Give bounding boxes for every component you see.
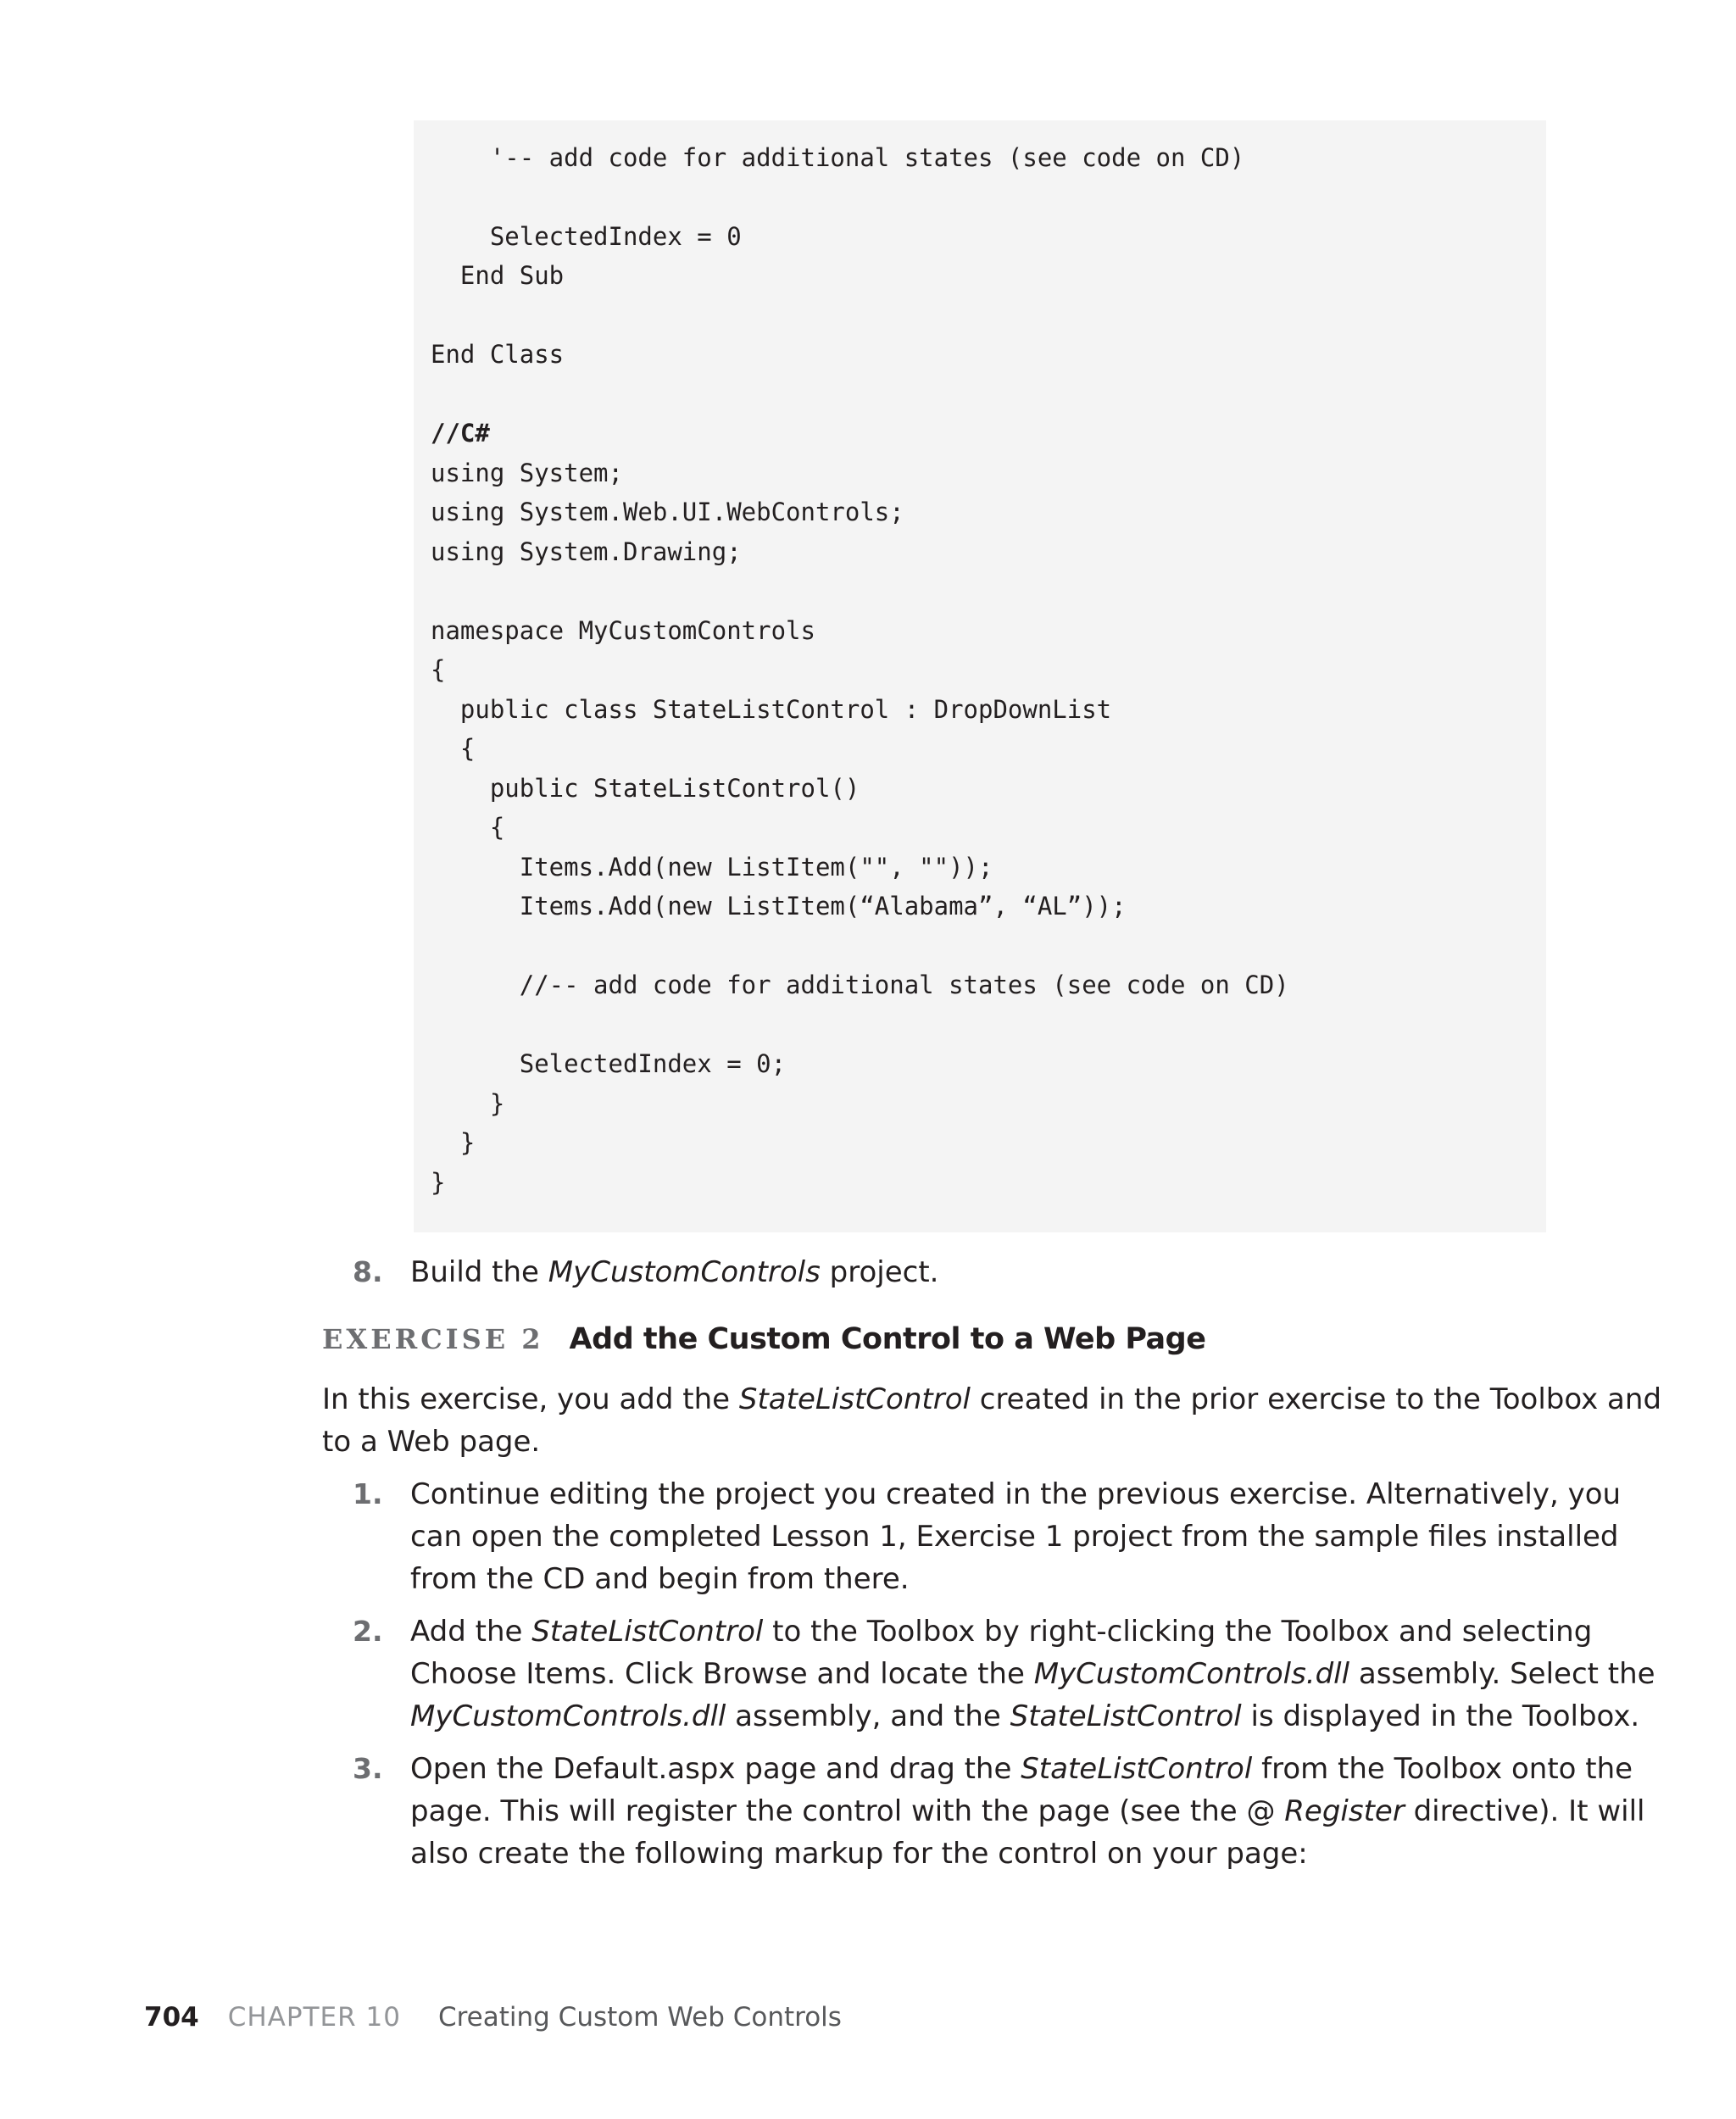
code-line: namespace MyCustomControls [431,616,815,645]
step-3-line [410,1790,1644,1833]
code-line: public StateListControl() [431,774,860,803]
intro-paragraph-line [322,1378,1661,1421]
step-text-part: project. [820,1255,939,1289]
step-text-part: assembly. Select the [1349,1657,1655,1691]
intro-italic: StateListControl [738,1382,971,1416]
code-line: Items.Add(new ListItem("", "")); [431,853,993,882]
step-text-part: from the Toolbox onto the [1252,1752,1633,1786]
code-line: public class StateListControl : DropDownList [431,695,1112,724]
exercise-label: EXERCISE 2 [322,1323,544,1355]
intro-paragraph-line: to a Web page. [322,1425,541,1459]
step-text-italic: StateListControl [1010,1699,1242,1733]
step-text-part: is displayed in the Toolbox. [1241,1699,1640,1733]
step-text-part: Build the [410,1255,548,1289]
code-line: '-- add code for additional states (see code on CD) [431,143,1245,172]
step-1-line: Continue editing the project you created in the previous exercise. Alternatively, you [410,1477,1622,1511]
step-number: 8. [353,1255,383,1288]
step-1-line: from the CD and begin from there. [410,1562,910,1596]
code-line: //-- add code for additional states (see code on CD) [431,971,1289,999]
exercise-title: Add the Custom Control to a Web Page [569,1322,1206,1356]
step-2-line [410,1653,1655,1695]
step-text [410,1251,938,1293]
code-line: } [431,1168,446,1197]
code-line: } [431,1089,505,1118]
step-2-line [410,1610,1592,1653]
step-text-part: Choose Items. Click Browse and locate the [410,1657,1034,1691]
code-line: End Class [431,340,565,369]
step-text-part: to the Toolbox by right-clicking the Toolbox and selecting [763,1615,1593,1649]
step-text-part: page. This will register the control with the page (see the @ [410,1794,1285,1828]
exercise-heading [322,1322,1205,1365]
step-2-line [410,1695,1639,1738]
step-text-part: assembly, and the [726,1699,1010,1733]
code-line: } [431,1128,476,1157]
step-text-italic: StateListControl [1021,1752,1253,1786]
intro-text: In this exercise, you add the [322,1382,739,1416]
code-line: Items.Add(new ListItem(“Alabama”, “AL”)); [431,892,1127,920]
code-line: SelectedIndex = 0; [431,1049,787,1078]
page-number: 704 [144,2002,199,2033]
code-language-comment: //C# [431,419,490,448]
step-3-line [410,1748,1633,1790]
step-number: 2. [353,1615,383,1648]
code-line: { [431,813,505,842]
step-number: 1. [353,1477,383,1510]
code-line: using System.Web.UI.WebControls; [431,498,904,526]
intro-text: created in the prior exercise to the Toolbox and [970,1382,1662,1416]
footer-chapter-title: Creating Custom Web Controls [437,2002,842,2033]
code-line: End Sub [431,261,565,290]
code-line: using System.Drawing; [431,537,742,566]
page-footer [144,1999,842,2036]
step-text-part: directive). It will [1404,1794,1645,1828]
step-text-italic: StateListControl [531,1615,764,1649]
footer-chapter: CHAPTER 10 [227,2002,401,2033]
step-1-line: can open the completed Lesson 1, Exercise 1 project from the sample files installed [410,1520,1619,1554]
step-text-italic: MyCustomControls.dll [1033,1657,1350,1691]
code-line: SelectedIndex = 0 [431,222,742,251]
step-number: 3. [353,1752,383,1785]
step-text-part: Open the Default.aspx page and drag the [410,1752,1021,1786]
step-text-italic: MyCustomControls [548,1255,821,1289]
code-line: using System; [431,459,623,487]
code-line: { [431,734,476,763]
code-line: { [431,655,446,684]
step-text-italic: Register [1284,1794,1405,1828]
step-3-line: also create the following markup for the control on your page: [410,1837,1308,1871]
step-text-italic: MyCustomControls.dll [410,1699,726,1733]
step-text-part: Add the [410,1615,532,1649]
